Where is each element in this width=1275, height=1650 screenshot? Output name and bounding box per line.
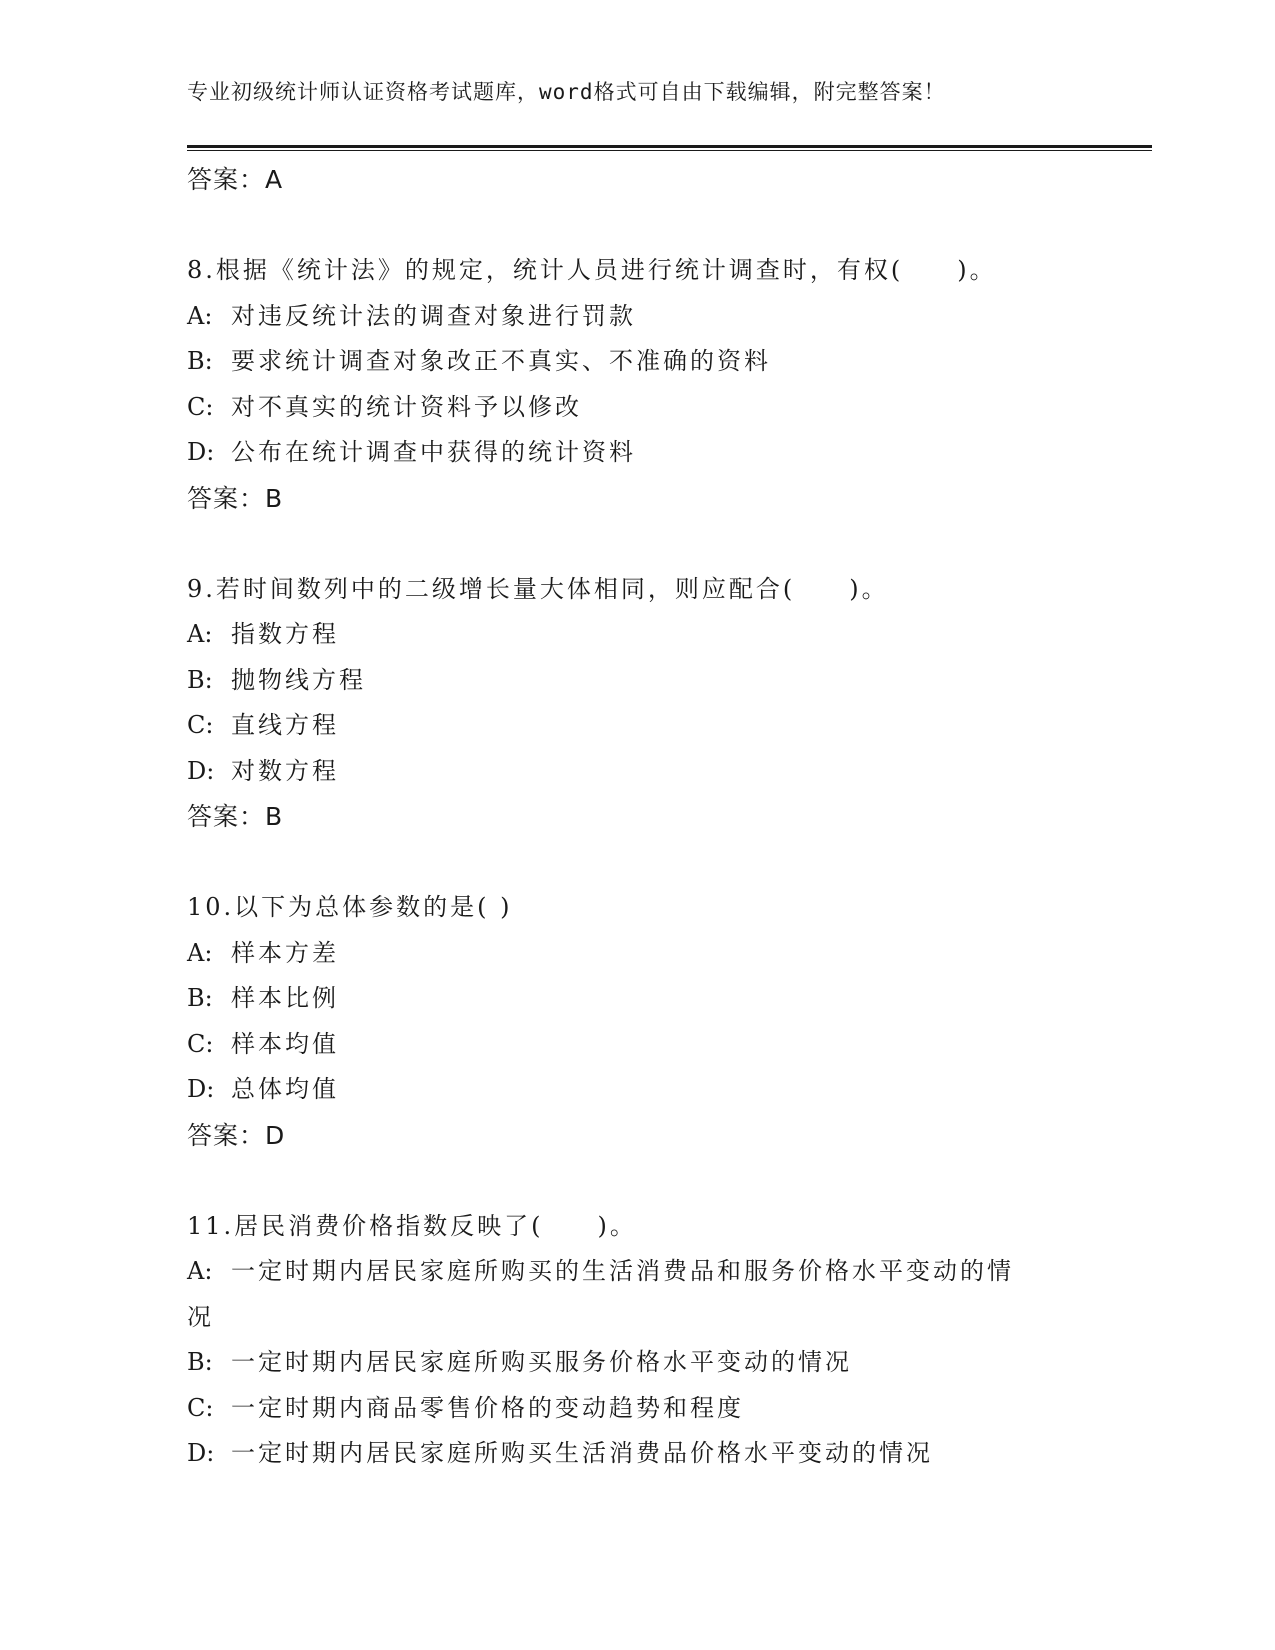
option-letter: C: — [187, 1029, 214, 1058]
option-letter: A: — [187, 1257, 213, 1285]
option-letter: B: — [187, 665, 213, 694]
spacer — [187, 521, 1087, 567]
header-rule-thick — [187, 145, 1152, 148]
option-letter: C: — [187, 1393, 214, 1422]
spacer — [187, 1158, 1087, 1204]
option-text: 一定时期内居民家庭所购买服务价格水平变动的情况 — [231, 1348, 852, 1376]
option-text: 一定时期内居民家庭所购买生活消费品价格水平变动的情况 — [231, 1439, 933, 1467]
option-text: 要求统计调查对象改正不真实、不准确的资料 — [231, 347, 771, 375]
option-d — [187, 430, 1087, 476]
answer-line: 答案：B — [187, 802, 284, 831]
option-a — [187, 612, 1087, 658]
option-text: 对不真实的统计资料予以修改 — [231, 392, 582, 421]
option-d — [187, 1431, 1087, 1477]
option-letter: D: — [187, 438, 215, 466]
option-text: 公布在统计调查中获得的统计资料 — [231, 438, 636, 466]
option-text: 样本均值 — [231, 1029, 339, 1058]
option-a — [187, 1249, 1087, 1295]
option-text: 样本方差 — [231, 938, 339, 967]
option-d — [187, 749, 1087, 795]
option-b — [187, 658, 1087, 704]
option-letter: A: — [187, 938, 213, 967]
answer-line: 答案：D — [187, 1120, 286, 1150]
option-b — [187, 339, 1087, 385]
option-letter: D: — [187, 1439, 215, 1467]
header-rule-thin — [187, 150, 1152, 151]
option-letter: C: — [187, 711, 214, 739]
option-letter: B: — [187, 347, 213, 375]
answer-line: 答案：B — [187, 483, 284, 513]
option-d — [187, 1067, 1087, 1113]
option-a-continued: 况 — [187, 1302, 214, 1331]
option-c — [187, 1386, 1087, 1432]
option-text: 总体均值 — [231, 1075, 339, 1103]
option-letter: C: — [187, 392, 214, 421]
option-letter: A: — [187, 301, 213, 330]
page-header: 专业初级统计师认证资格考试题库，word格式可自由下载编辑，附完整答案！ — [187, 80, 946, 104]
option-letter: B: — [187, 984, 213, 1012]
option-text: 对数方程 — [231, 756, 339, 785]
option-text: 直线方程 — [231, 711, 339, 739]
option-text: 样本比例 — [231, 984, 339, 1012]
option-text: 对违反统计法的调查对象进行罚款 — [231, 301, 636, 330]
question-content — [187, 157, 1087, 1477]
spacer — [187, 203, 1087, 249]
option-a — [187, 931, 1087, 977]
option-c — [187, 1022, 1087, 1068]
spacer — [187, 840, 1087, 886]
option-text: 一定时期内商品零售价格的变动趋势和程度 — [231, 1393, 744, 1422]
option-letter: D: — [187, 756, 215, 785]
option-text: 一定时期内居民家庭所购买的生活消费品和服务价格水平变动的情 — [231, 1257, 1014, 1285]
question-stem: 9.若时间数列中的二级增长量大体相同，则应配合( )。 — [187, 574, 889, 603]
option-c — [187, 703, 1087, 749]
option-text: 指数方程 — [231, 620, 339, 648]
answer-line: 答案：A — [187, 165, 284, 194]
question-stem: 8.根据《统计法》的规定，统计人员进行统计调查时，有权( )。 — [187, 256, 997, 284]
option-b — [187, 976, 1087, 1022]
option-a — [187, 294, 1087, 340]
option-c — [187, 385, 1087, 431]
option-letter: B: — [187, 1348, 213, 1376]
option-text: 抛物线方程 — [231, 665, 366, 694]
question-stem: 11.居民消费价格指数反映了( )。 — [187, 1211, 637, 1240]
option-letter: D: — [187, 1075, 215, 1103]
option-b — [187, 1340, 1087, 1386]
question-stem: 10.以下为总体参数的是( ) — [187, 893, 513, 921]
option-letter: A: — [187, 620, 213, 648]
